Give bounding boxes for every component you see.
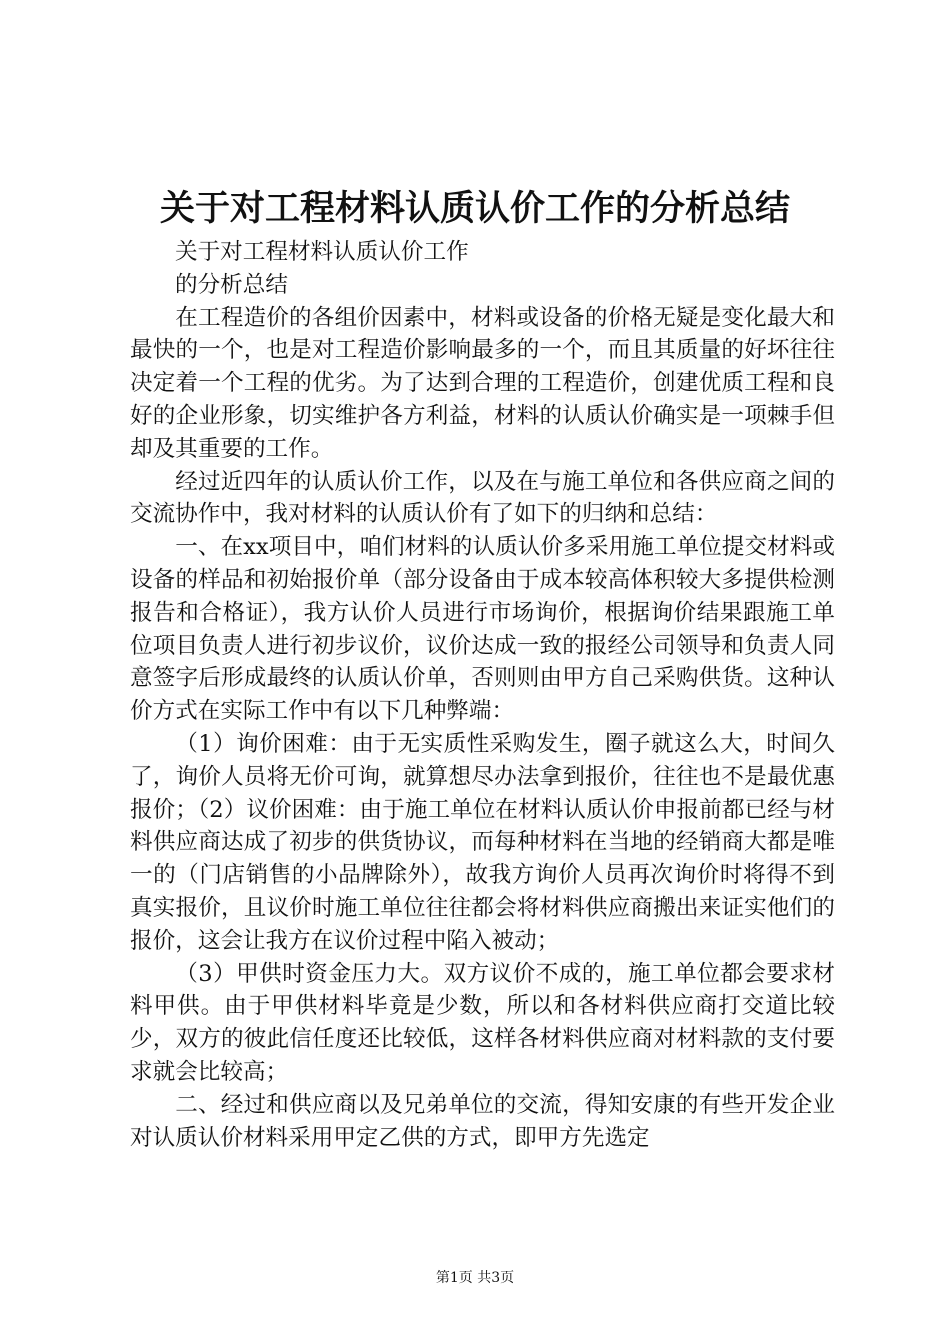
page-footer: 第1页 共3页 (435, 1270, 515, 1286)
paragraph-section-two: 二、经过和供应商以及兄弟单位的交流，得知安康的有些开发企业对认质认价材料采用甲定乙供的方式，即甲方先选定 (130, 1091, 835, 1151)
document-body (130, 236, 835, 1154)
paragraph-intro: 在工程造价的各组价因素中，材料或设备的价格无疑是变化最大和最快的一个，也是对工程造价影响最多的一个，而且其质量的好坏往往决定着一个工程的优劣。为了达到合理的工程造价，创建优质工程和良好的企业形象，切实维护各方利益，材料的认质认价确实是一项棘手但却及其重要的工作。 (130, 304, 835, 462)
paragraph-section-one: 一、在xx项目中，咱们材料的认质认价多采用施工单位提交材料或设备的样品和初始报价单（部分设备由于成本较高体积较大多提供检测报告和合格证），我方认价人员进行市场询价，根据询价结果跟施工单位项目负责人进行初步议价，议价达成一致的报经公司领导和负责人同意签字后形成最终的认质认价单，否则则由甲方自己采购供货。这种认价方式在实际工作中有以下几种弊端： (130, 534, 835, 725)
document-title: 关于对工程材料认质认价工作的分析总结 (159, 188, 790, 229)
subtitle-line-2: 的分析总结 (175, 271, 288, 298)
subtitle-line-1: 关于对工程材料认质认价工作 (175, 239, 469, 265)
paragraph-issues-1-2: （1）询价困难：由于无实质性采购发生，圈子就这么大，时间久了，询价人员将无价可询，就算想尽办法拿到报价，往往也不是最优惠报价；（2）议价困难：由于施工单位在材料认质认价申报前都已经与材料供应商达成了初步的供货协议，而每种材料在当地的经销商大都是唯一的（门店销售的小品牌除外），故我方询价人员再次询价时将得不到真实报价，且议价时施工单位往往都会将材料供应商搬出来证实他们的报价，这会让我方在议价过程中陷入被动； (130, 730, 835, 954)
paragraph-issue-3: （3）甲供时资金压力大。双方议价不成的，施工单位都会要求材料甲供。由于甲供材料毕竟是少数，所以和各材料供应商打交道比较少，双方的彼此信任度还比较低，这样各材料供应商对材料款的支付要求就会比较高； (130, 960, 835, 1085)
paragraph-summary-lead: 经过近四年的认质认价工作，以及在与施工单位和各供应商之间的交流协作中，我对材料的认质认价有了如下的归纳和总结： (130, 468, 835, 528)
